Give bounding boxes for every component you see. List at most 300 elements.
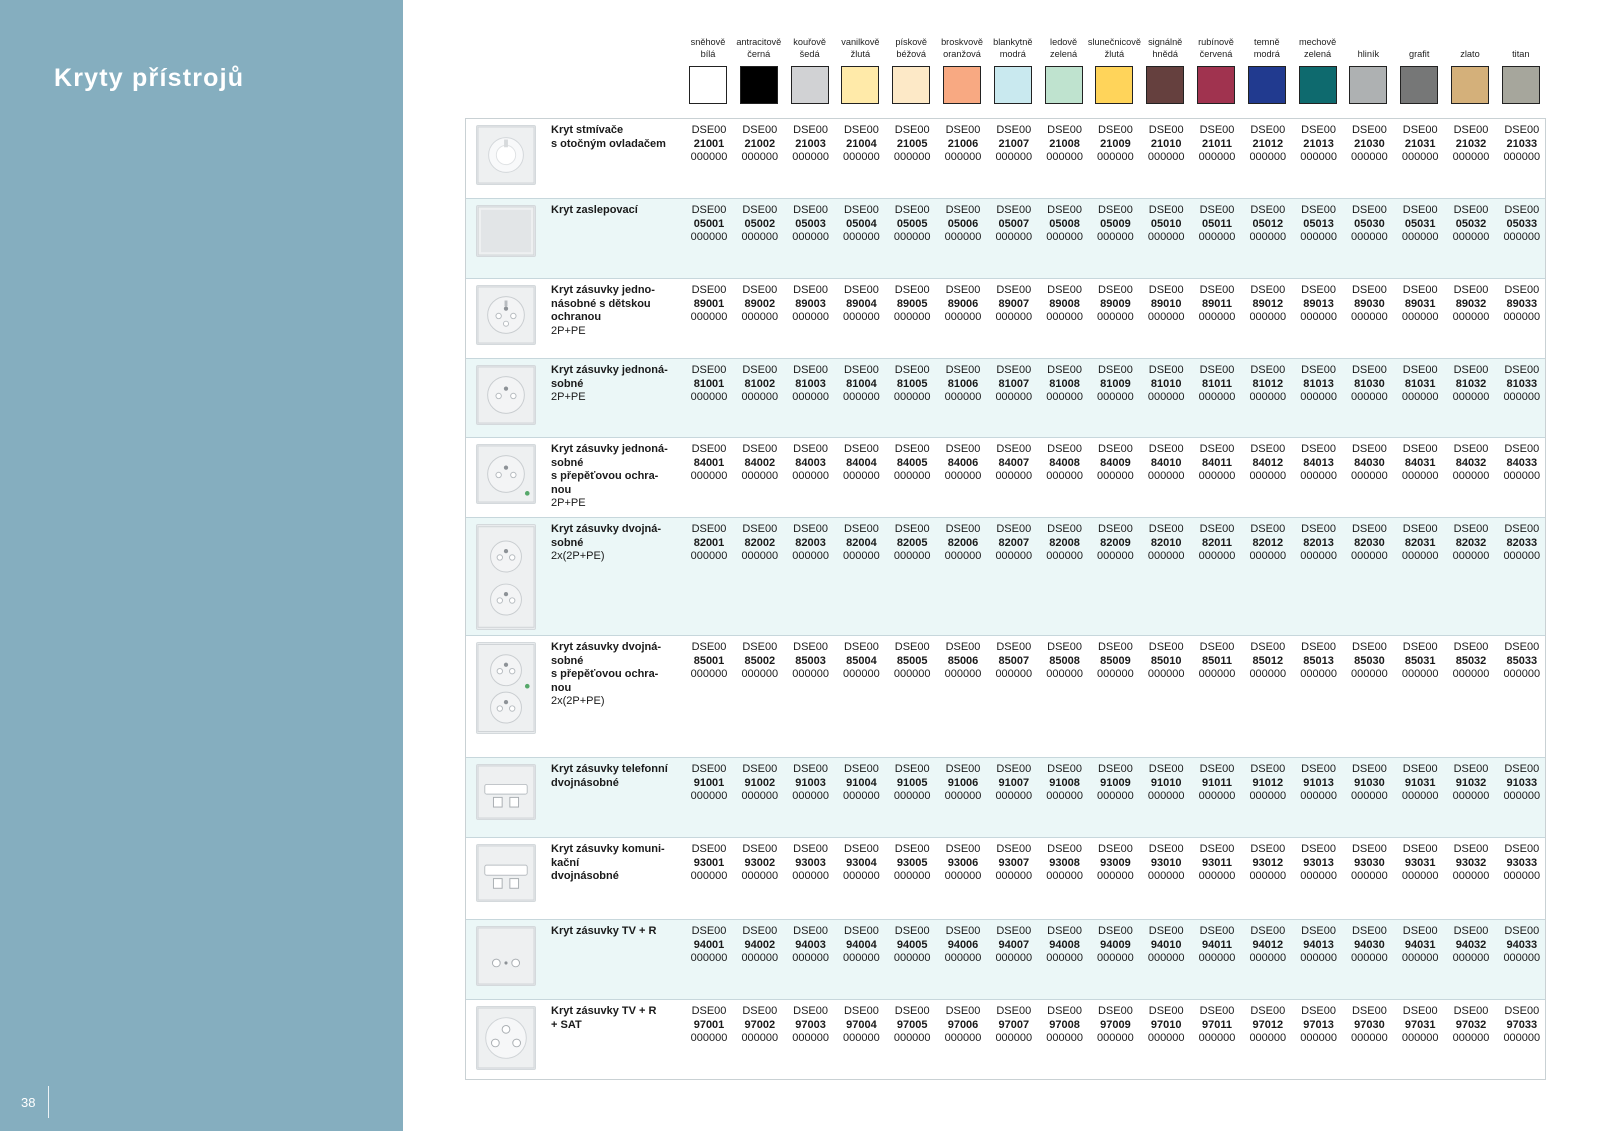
product-code: [1293, 925, 1345, 966]
product-code: [1343, 204, 1395, 245]
product-code: [1140, 1005, 1192, 1046]
code-tail: 000000: [1351, 311, 1388, 324]
code-tail: 000000: [1503, 311, 1541, 324]
code-tail: 000000: [792, 470, 829, 483]
product-code: [1496, 1005, 1548, 1046]
product-code: [1293, 641, 1345, 682]
product-code: [1496, 443, 1548, 484]
product-code: [988, 364, 1040, 405]
code-number: 91032: [1455, 776, 1487, 789]
code-prefix: DSE00: [793, 523, 829, 535]
product-code: [785, 1005, 837, 1046]
product-code: [1089, 124, 1141, 165]
product-code: [1343, 641, 1395, 682]
product-code: [988, 763, 1040, 804]
color-name-line: broskvově: [941, 37, 983, 47]
code-prefix: DSE00: [1351, 843, 1387, 855]
code-number: 84007: [998, 456, 1030, 469]
code-tail: 000000: [792, 870, 829, 883]
code-prefix: DSE00: [1301, 204, 1337, 216]
code-tail: 000000: [1198, 870, 1236, 883]
table-row: [466, 757, 1545, 837]
code-number: 85005: [896, 654, 928, 667]
code-number: 82007: [998, 536, 1030, 549]
code-number: 89003: [795, 297, 826, 310]
code-number: 93010: [1150, 856, 1182, 869]
product-code: [1140, 204, 1192, 245]
code-prefix: DSE00: [1453, 1005, 1489, 1017]
code-tail: 000000: [1198, 952, 1236, 965]
color-swatch: [740, 66, 778, 104]
product-code: [734, 763, 786, 804]
code-number: 21013: [1303, 137, 1334, 150]
child-socket-icon: [476, 285, 536, 345]
code-number: 94033: [1506, 938, 1538, 951]
product-name-line: Kryt zásuvky TV + R: [551, 1005, 657, 1017]
table-row: [466, 358, 1545, 437]
code-prefix: DSE00: [1504, 523, 1540, 535]
code-prefix: DSE00: [691, 843, 727, 855]
code-tail: 000000: [1046, 311, 1083, 324]
color-name-text: [736, 37, 781, 60]
product-code: [886, 443, 938, 484]
code-tail: 000000: [995, 391, 1033, 404]
product-code: [1496, 843, 1548, 884]
code-number: 97032: [1455, 1018, 1487, 1031]
code-tail: 000000: [1046, 952, 1083, 965]
code-tail: 000000: [690, 550, 728, 563]
code-number: 05004: [846, 217, 877, 230]
code-prefix: DSE00: [894, 925, 930, 937]
code-tail: 000000: [1351, 151, 1388, 164]
code-number: 85012: [1252, 654, 1284, 667]
color-name-line: modrá: [999, 48, 1026, 59]
product-name-line: s otočným ovladačem: [551, 137, 666, 150]
product-code: [1496, 925, 1548, 966]
code-tail: 000000: [792, 668, 829, 681]
code-number: 21007: [998, 137, 1030, 150]
code-prefix: DSE00: [996, 124, 1032, 136]
code-tail: 000000: [1198, 1032, 1236, 1045]
code-tail: 000000: [792, 311, 829, 324]
code-tail: 000000: [1401, 1032, 1439, 1045]
code-prefix: DSE00: [1504, 284, 1540, 296]
product-code: [988, 443, 1040, 484]
color-name-text: [895, 37, 927, 60]
code-number: 85004: [846, 654, 877, 667]
code-prefix: DSE00: [691, 124, 727, 136]
code-prefix: DSE00: [945, 124, 981, 136]
color-swatch: [892, 66, 930, 104]
code-tail: 000000: [944, 151, 982, 164]
color-name: [1139, 36, 1191, 60]
code-tail: 000000: [893, 231, 931, 244]
product-code: [683, 364, 735, 405]
product-name-line: dvojnásobné: [551, 870, 619, 883]
code-tail: 000000: [1401, 391, 1439, 404]
code-prefix: DSE00: [1402, 843, 1438, 855]
code-prefix: DSE00: [1097, 443, 1133, 455]
color-name: [936, 36, 988, 60]
code-prefix: DSE00: [1047, 843, 1083, 855]
code-tail: 000000: [1147, 311, 1185, 324]
code-tail: 000000: [690, 151, 728, 164]
code-number: 21006: [947, 137, 979, 150]
product-code: [1039, 925, 1091, 966]
color-name-text: [841, 37, 879, 60]
code-prefix: DSE00: [1097, 925, 1133, 937]
code-tail: 000000: [893, 550, 931, 563]
code-number: 89012: [1252, 297, 1284, 310]
table-row: [466, 837, 1545, 919]
color-name-line: béžová: [896, 48, 926, 59]
color-swatch: [1197, 66, 1235, 104]
product-code: [1089, 523, 1141, 564]
code-tail: 000000: [1097, 151, 1134, 164]
code-number: 81001: [693, 377, 725, 390]
code-number: 21009: [1100, 137, 1131, 150]
code-number: 94012: [1252, 938, 1284, 951]
code-prefix: DSE00: [1453, 124, 1489, 136]
code-prefix: DSE00: [945, 284, 981, 296]
code-prefix: DSE00: [1351, 124, 1387, 136]
code-prefix: DSE00: [742, 523, 778, 535]
product-code: [835, 763, 887, 804]
product-code: [1293, 843, 1345, 884]
color-name-line: blankytně: [993, 37, 1033, 47]
product-name-line: sobné: [551, 536, 584, 549]
code-tail: 000000: [893, 391, 931, 404]
code-prefix: DSE00: [945, 843, 981, 855]
product-code: [1039, 284, 1091, 325]
code-number: 05003: [795, 217, 826, 230]
code-number: 91033: [1506, 776, 1538, 789]
color-swatch: [1045, 66, 1083, 104]
product-code: [1140, 641, 1192, 682]
code-tail: 000000: [1401, 790, 1439, 803]
color-name-line: pískově: [895, 37, 928, 47]
code-prefix: DSE00: [691, 523, 727, 535]
code-number: 94032: [1455, 938, 1487, 951]
code-tail: 000000: [1351, 668, 1388, 681]
code-tail: 000000: [1198, 231, 1236, 244]
product-name-line: Kryt zásuvky jedno-: [551, 284, 655, 296]
code-tail: 000000: [1351, 790, 1388, 803]
code-number: 05031: [1404, 217, 1436, 230]
product-spec: 2P+PE: [551, 391, 586, 404]
code-tail: 000000: [1097, 1032, 1134, 1045]
code-number: 91010: [1150, 776, 1182, 789]
code-number: 93013: [1303, 856, 1334, 869]
code-tail: 000000: [843, 231, 880, 244]
color-name-line: zelená: [1050, 48, 1078, 59]
product-code: [1089, 843, 1141, 884]
code-number: 89030: [1354, 297, 1385, 310]
code-prefix: DSE00: [742, 925, 778, 937]
product-code: [1242, 925, 1294, 966]
color-name-line: titan: [1512, 48, 1530, 59]
product-code: [937, 843, 989, 884]
code-tail: 000000: [1351, 470, 1388, 483]
code-prefix: DSE00: [793, 1005, 829, 1017]
code-number: 81008: [1049, 377, 1080, 390]
code-number: 82010: [1150, 536, 1182, 549]
code-prefix: DSE00: [1047, 204, 1083, 216]
code-tail: 000000: [1503, 668, 1541, 681]
code-tail: 000000: [741, 952, 779, 965]
code-number: 93009: [1100, 856, 1131, 869]
color-name-text: [941, 37, 983, 60]
code-tail: 000000: [1147, 550, 1185, 563]
product-code: [1039, 443, 1091, 484]
code-number: 93001: [693, 856, 725, 869]
code-tail: 000000: [1452, 1032, 1490, 1045]
code-tail: 000000: [944, 668, 982, 681]
code-number: 81009: [1100, 377, 1131, 390]
code-tail: 000000: [843, 391, 880, 404]
code-number: 93008: [1049, 856, 1080, 869]
code-prefix: DSE00: [843, 925, 879, 937]
product-code: [1343, 843, 1395, 884]
product-name-line: s přepěťovou ochra-: [551, 668, 659, 681]
code-prefix: DSE00: [1453, 284, 1489, 296]
code-number: 82031: [1404, 536, 1436, 549]
code-tail: 000000: [792, 550, 829, 563]
product-code: [734, 443, 786, 484]
code-tail: 000000: [995, 790, 1033, 803]
code-tail: 000000: [893, 952, 931, 965]
code-prefix: DSE00: [894, 763, 930, 775]
code-prefix: DSE00: [894, 443, 930, 455]
code-prefix: DSE00: [1351, 763, 1387, 775]
code-number: 97001: [693, 1018, 725, 1031]
product-code: [1496, 763, 1548, 804]
product-name-line: Kryt zásuvky TV + R: [551, 925, 657, 937]
code-prefix: DSE00: [996, 204, 1032, 216]
product-code: [1140, 763, 1192, 804]
code-number: 93007: [998, 856, 1030, 869]
code-number: 81006: [947, 377, 979, 390]
product-name: [551, 925, 681, 939]
code-number: 84004: [846, 456, 877, 469]
code-prefix: DSE00: [1402, 364, 1438, 376]
code-tail: 000000: [1147, 391, 1185, 404]
code-tail: 000000: [690, 790, 728, 803]
code-prefix: DSE00: [1199, 925, 1235, 937]
code-prefix: DSE00: [793, 443, 829, 455]
product-code: [1394, 843, 1446, 884]
code-tail: 000000: [1046, 790, 1083, 803]
code-number: 89031: [1404, 297, 1436, 310]
code-tail: 000000: [1046, 870, 1083, 883]
dimmer-icon: [476, 125, 536, 185]
code-prefix: DSE00: [1351, 1005, 1387, 1017]
code-tail: 000000: [1046, 470, 1083, 483]
code-tail: 000000: [843, 668, 880, 681]
tv-r-socket-icon: [476, 926, 536, 986]
data-socket-icon: [476, 844, 536, 902]
code-prefix: DSE00: [1453, 443, 1489, 455]
product-code: [785, 843, 837, 884]
product-code: [683, 925, 735, 966]
code-number: 82004: [846, 536, 877, 549]
code-prefix: DSE00: [1047, 523, 1083, 535]
product-code: [1394, 124, 1446, 165]
code-prefix: DSE00: [945, 641, 981, 653]
code-number: 97009: [1100, 1018, 1131, 1031]
product-code: [1140, 364, 1192, 405]
color-name-line: mechově: [1298, 37, 1337, 47]
code-number: 97002: [744, 1018, 776, 1031]
product-code: [988, 204, 1040, 245]
product-name: [551, 763, 681, 790]
code-prefix: DSE00: [1199, 124, 1235, 136]
product-name-line: Kryt zásuvky dvojná-: [551, 641, 662, 653]
product-code: [1293, 364, 1345, 405]
code-prefix: DSE00: [1148, 204, 1184, 216]
code-tail: 000000: [1401, 470, 1439, 483]
code-number: 89007: [998, 297, 1030, 310]
product-code: [1343, 124, 1395, 165]
color-name-text: [691, 37, 726, 60]
code-number: 85010: [1150, 654, 1182, 667]
code-prefix: DSE00: [843, 443, 879, 455]
product-name-line: kační: [551, 856, 580, 869]
code-prefix: DSE00: [1453, 925, 1489, 937]
code-number: 05008: [1049, 217, 1080, 230]
product-name: [551, 204, 681, 218]
product-code: [734, 1005, 786, 1046]
code-number: 94003: [795, 938, 826, 951]
code-number: 21012: [1252, 137, 1284, 150]
color-name-text: [1460, 49, 1479, 61]
code-number: 85002: [744, 654, 776, 667]
table-row: [466, 119, 1545, 198]
code-number: 97010: [1150, 1018, 1182, 1031]
code-prefix: DSE00: [1047, 284, 1083, 296]
table-row: [466, 635, 1545, 757]
code-prefix: DSE00: [691, 284, 727, 296]
code-number: 84032: [1455, 456, 1487, 469]
color-swatch: [1349, 66, 1387, 104]
product-code: [785, 284, 837, 325]
product-name-line: ochranou: [551, 311, 602, 324]
code-tail: 000000: [944, 470, 982, 483]
code-tail: 000000: [1097, 870, 1134, 883]
code-prefix: DSE00: [843, 364, 879, 376]
product-code: [1089, 443, 1141, 484]
product-code: [1293, 443, 1345, 484]
product-code: [1242, 364, 1294, 405]
product-code: [1394, 763, 1446, 804]
code-prefix: DSE00: [1402, 523, 1438, 535]
code-tail: 000000: [1300, 668, 1337, 681]
code-number: 89013: [1303, 297, 1334, 310]
code-number: 84008: [1049, 456, 1080, 469]
product-code: [1039, 523, 1091, 564]
code-tail: 000000: [1503, 1032, 1541, 1045]
color-name-line: šedá: [799, 48, 820, 59]
code-tail: 000000: [1046, 231, 1083, 244]
product-code: [886, 204, 938, 245]
code-tail: 000000: [1249, 870, 1287, 883]
product-code: [1140, 843, 1192, 884]
product-code: [886, 641, 938, 682]
product-name-line: nou: [551, 483, 572, 496]
product-code: [1445, 763, 1497, 804]
product-code: [988, 641, 1040, 682]
code-prefix: DSE00: [1453, 641, 1489, 653]
product-code: [1089, 204, 1141, 245]
color-name-line: grafit: [1408, 48, 1430, 59]
code-prefix: DSE00: [843, 843, 879, 855]
code-prefix: DSE00: [1402, 124, 1438, 136]
product-code: [1191, 763, 1243, 804]
code-number: 94007: [998, 938, 1030, 951]
product-code: [937, 124, 989, 165]
product-name: [551, 843, 681, 884]
code-prefix: DSE00: [1097, 124, 1133, 136]
product-code: [1089, 641, 1141, 682]
code-prefix: DSE00: [793, 843, 829, 855]
product-code: [1293, 284, 1345, 325]
code-prefix: DSE00: [1097, 763, 1133, 775]
product-code: [835, 443, 887, 484]
code-number: 82032: [1455, 536, 1487, 549]
code-prefix: DSE00: [945, 204, 981, 216]
code-prefix: DSE00: [1250, 443, 1286, 455]
product-code: [835, 641, 887, 682]
product-code: [1242, 284, 1294, 325]
color-name-line: žlutá: [1104, 48, 1125, 59]
product-code: [734, 843, 786, 884]
product-code: [835, 1005, 887, 1046]
product-code: [835, 284, 887, 325]
code-tail: 000000: [1300, 870, 1337, 883]
code-number: 97008: [1049, 1018, 1080, 1031]
product-code: [1496, 641, 1548, 682]
product-code: [683, 284, 735, 325]
product-name-line: Kryt stmívače: [551, 124, 624, 136]
code-prefix: DSE00: [1402, 641, 1438, 653]
code-prefix: DSE00: [996, 925, 1032, 937]
product-code: [937, 641, 989, 682]
code-tail: 000000: [944, 391, 982, 404]
code-tail: 000000: [1351, 391, 1388, 404]
code-tail: 000000: [1097, 470, 1134, 483]
code-tail: 000000: [741, 550, 779, 563]
code-tail: 000000: [1452, 151, 1490, 164]
code-prefix: DSE00: [996, 364, 1032, 376]
code-prefix: DSE00: [1047, 364, 1083, 376]
product-code: [734, 641, 786, 682]
code-tail: 000000: [1198, 470, 1236, 483]
code-prefix: DSE00: [1402, 284, 1438, 296]
code-tail: 000000: [1147, 151, 1185, 164]
product-spec: 2x(2P+PE): [551, 550, 605, 563]
product-code: [1343, 443, 1395, 484]
product-code: [734, 925, 786, 966]
code-number: 81033: [1506, 377, 1538, 390]
color-swatch: [943, 66, 981, 104]
code-number: 21030: [1354, 137, 1385, 150]
code-number: 82001: [693, 536, 725, 549]
color-name: [1393, 36, 1445, 60]
product-code: [1343, 364, 1395, 405]
code-tail: 000000: [944, 790, 982, 803]
product-code: [683, 641, 735, 682]
code-tail: 000000: [1249, 391, 1287, 404]
